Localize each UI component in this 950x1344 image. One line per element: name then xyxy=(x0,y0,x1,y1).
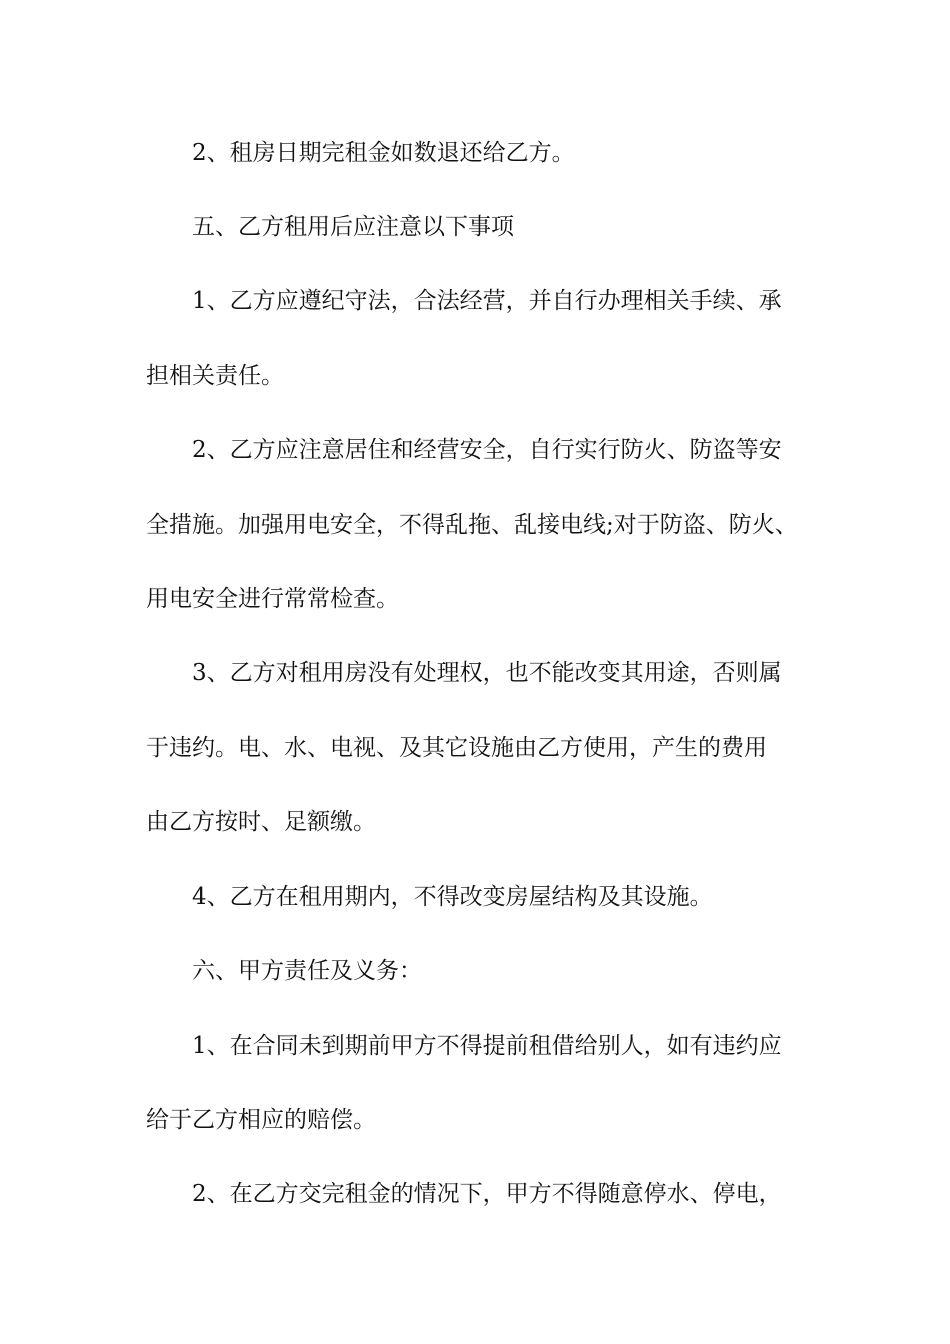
paragraph-line: 担相关责任。 xyxy=(146,363,284,389)
paragraph-line: 1、在合同未到期前甲方不得提前租借给别人，如有违约应 xyxy=(192,1033,782,1059)
paragraph-line: 于违约。电、水、电视、及其它设施由乙方使用，产生的费用 xyxy=(146,735,767,761)
paragraph-line: 用电安全进行常常检查。 xyxy=(146,586,399,612)
paragraph-line: 2、在乙方交完租金的情况下，甲方不得随意停水、停电， xyxy=(192,1181,782,1207)
paragraph-line: 给于乙方相应的赔偿。 xyxy=(146,1107,376,1133)
paragraph-line: 1、乙方应遵纪守法，合法经营，并自行办理相关手续、承 xyxy=(192,288,782,314)
paragraph-line: 全措施。加强用电安全，不得乱拖、乱接电线;对于防盗、防火、 xyxy=(146,512,798,538)
section-heading: 五、乙方租用后应注意以下事项 xyxy=(192,214,514,240)
paragraph-line: 2、乙方应注意居住和经营安全，自行实行防火、防盗等安 xyxy=(192,437,782,463)
paragraph-line: 4、乙方在租用期内，不得改变房屋结构及其设施。 xyxy=(192,884,713,910)
paragraph-line: 2、租房日期完租金如数退还给乙方。 xyxy=(192,140,575,166)
section-heading: 六、甲方责任及义务： xyxy=(192,958,422,984)
paragraph-line: 由乙方按时、足额缴。 xyxy=(146,809,376,835)
paragraph-line: 3、乙方对租用房没有处理权，也不能改变其用途，否则属 xyxy=(192,660,782,686)
